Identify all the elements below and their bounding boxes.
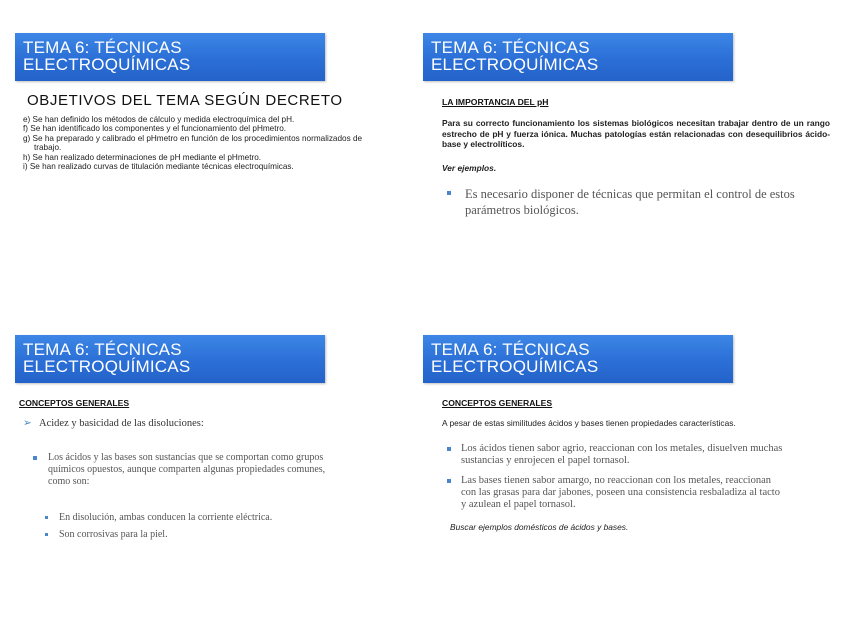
title-line-1: TEMA 6: TÉCNICAS	[431, 340, 590, 359]
list-item: En disolución, ambas conducen la corriente eléctrica.	[45, 512, 385, 524]
objetivos-list	[23, 115, 415, 171]
title-line-2: ELECTROQUÍMICAS	[431, 55, 599, 74]
objetivo-item: h) Se han realizado determinaciones de pH mediante el pHmetro.	[23, 152, 262, 162]
slide-title-banner	[423, 33, 733, 81]
slide-conceptos-propiedades	[423, 335, 833, 625]
title-line-1: TEMA 6: TÉCNICAS	[23, 38, 182, 57]
objetivo-item: e) Se han definido los métodos de cálculo y medida electroquímica del pH.	[23, 115, 295, 124]
list-item: Son corrosivas para la piel.	[45, 529, 385, 541]
slide-title-banner	[15, 335, 325, 383]
buscar-ejemplos-text: Buscar ejemplos domésticos de ácidos y bases.	[450, 522, 629, 532]
list-item: Los ácidos tienen sabor agrio, reaccionan con los metales, disuelven muchas sustancias y enrojecen el papel tornasol.	[447, 443, 787, 467]
bullet-icon	[33, 456, 37, 460]
slide-importancia-ph	[423, 33, 833, 323]
importancia-paragraph: Para su correcto funcionamiento los sistemas biológicos necesitan trabajar dentro de un rango estrecho de pH y fuerza iónica. Muchas patologías están relacionadas con desequilibrios ácido-base y electrolíticos.	[442, 118, 830, 149]
list-item: ➢ Acidez y basicidad de las disoluciones:	[23, 418, 204, 429]
slide-conceptos-acidez	[15, 335, 425, 625]
list-item: Los ácidos y las bases son sustancias que se comportan como grupos químicos opuestos, aunque comparten algunas propiedades comunes, como son:	[33, 452, 343, 488]
ver-ejemplos-text: Ver ejemplos.	[442, 163, 497, 173]
similitudes-paragraph: A pesar de estas similitudes ácidos y bases tienen propiedades características.	[442, 418, 736, 428]
bullet-icon	[447, 191, 451, 195]
bullet-icon	[447, 479, 451, 483]
slide-objetivos	[15, 33, 425, 323]
arrow-bullet-icon: ➢	[23, 418, 32, 429]
bullet-icon	[45, 533, 48, 536]
list-item: Es necesario disponer de técnicas que permitan el control de estos parámetros biológicos.	[447, 186, 827, 218]
objetivo-item: f) Se han identificado los componentes y el funcionamiento del pHmetro.	[23, 124, 287, 134]
section-heading: CONCEPTOS GENERALES	[19, 398, 130, 408]
title-line-2: ELECTROQUÍMICAS	[23, 55, 191, 74]
title-line-1: TEMA 6: TÉCNICAS	[23, 340, 182, 359]
title-line-2: ELECTROQUÍMICAS	[23, 357, 191, 376]
slide-title-banner	[15, 33, 325, 81]
slide-title-banner	[423, 335, 733, 383]
section-heading: LA IMPORTANCIA DEL pH	[442, 97, 549, 107]
title-line-1: TEMA 6: TÉCNICAS	[431, 38, 590, 57]
objetivo-item: i) Se han realizado curvas de titulación mediante técnicas electroquímicas.	[23, 162, 294, 172]
title-line-2: ELECTROQUÍMICAS	[431, 357, 599, 376]
objetivo-item: g) Se ha preparado y calibrado el pHmetro en función de los procedimientos normalizados de	[23, 133, 363, 143]
list-item: Las bases tienen sabor amargo, no reaccionan con los metales, reaccionan con las grasas para dar jabones, poseen una consistencia resbaladiza al tacto y azulean el papel tornasol.	[447, 475, 787, 511]
objetivos-heading: OBJETIVOS DEL TEMA SEGÚN DECRETO	[27, 92, 343, 109]
bullet-icon	[447, 447, 451, 451]
bullet-icon	[45, 516, 48, 519]
objetivo-item: trabajo.	[34, 143, 62, 153]
section-heading: CONCEPTOS GENERALES	[442, 398, 553, 408]
